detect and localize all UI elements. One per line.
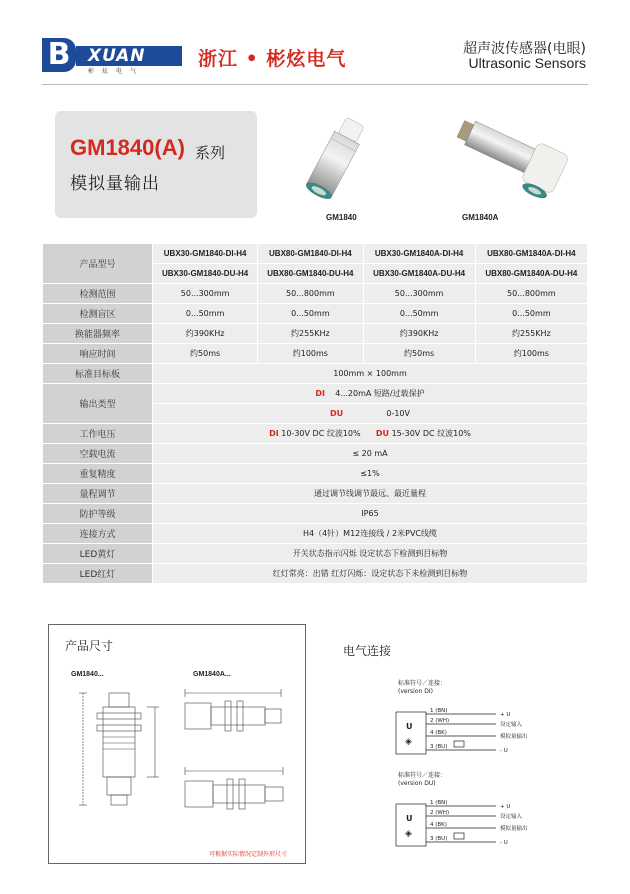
row-label: 标准目标板	[43, 364, 153, 384]
wiring-diagram-di	[388, 680, 578, 770]
wiring-symbol: U	[406, 722, 413, 731]
pin-label: 3 (BU)	[430, 744, 448, 750]
output-du-tag: DU	[329, 409, 344, 418]
dimensions-note: 可根据实际情况定制外形尺寸	[209, 851, 288, 858]
table-row	[43, 424, 588, 444]
signal-label: 设定输入	[500, 814, 523, 820]
row-label: 检测范围	[43, 284, 153, 304]
pin-label: 2 (WH)	[430, 718, 450, 724]
pin-label: 3 (BU)	[430, 836, 448, 842]
table-row	[43, 364, 588, 384]
value-cell: 0...50mm	[258, 304, 363, 324]
value-cell: 50...800mm	[475, 284, 587, 304]
row-label: LED黄灯	[43, 544, 153, 564]
pin-label: 1 (BN)	[430, 708, 448, 714]
wiring-header	[398, 680, 446, 696]
voltage-cell	[153, 424, 588, 444]
row-label: LED红灯	[43, 564, 153, 584]
row-label-model: 产品型号	[43, 244, 153, 284]
row-label: 检测盲区	[43, 304, 153, 324]
logo-b-mark: B	[42, 38, 76, 72]
dimension-label-gm1840: GM1840...	[71, 671, 104, 678]
table-row	[43, 544, 588, 564]
pin-label: 2 (WH)	[430, 810, 450, 816]
table-row	[43, 464, 588, 484]
value-cell: 约50ms	[153, 344, 258, 364]
wiring-diagram-du	[388, 772, 578, 862]
product-label-gm1840a: GM1840A	[462, 213, 499, 222]
output-du-value: 0-10V	[386, 409, 410, 418]
output-di-cell	[153, 384, 588, 404]
category-title-en: Ultrasonic Sensors	[468, 55, 586, 71]
category-title-cn: 超声波传感器(电眼)	[463, 41, 586, 57]
table-row	[43, 504, 588, 524]
model-cell: UBX30-GM1840A-DI-H4	[363, 244, 475, 264]
voltage-du-value: 15-30V DC 纹波10%	[391, 429, 471, 438]
logo-subtitle: 彬炫电气	[88, 68, 145, 75]
model-cell: UBX30-GM1840-DU-H4	[153, 264, 258, 284]
model-cell: UBX80-GM1840-DU-H4	[258, 264, 363, 284]
model-cell: UBX80-GM1840A-DI-H4	[475, 244, 587, 264]
row-label: 响应时间	[43, 344, 153, 364]
row-label: 防护等级	[43, 504, 153, 524]
dimension-label-gm1840a: GM1840A...	[193, 671, 231, 678]
row-label: 换能器频率	[43, 324, 153, 344]
table-row	[43, 564, 588, 584]
value-cell: 50...300mm	[153, 284, 258, 304]
value-cell: 0...50mm	[363, 304, 475, 324]
value-cell: 约255KHz	[475, 324, 587, 344]
signal-label: 设定输入	[500, 722, 523, 728]
dimension-drawing-gm1840a	[179, 685, 299, 835]
logo-text: XUAN	[88, 46, 146, 66]
product-image-gm1840a	[440, 118, 570, 222]
value-cell: 红灯常亮：出错 红灯闪烁：设定状态下未检测到目标物	[153, 564, 588, 584]
wiring-header-line1: 标准符号／连接：	[398, 680, 447, 687]
table-row	[43, 324, 588, 344]
row-label: 输出类型	[43, 384, 153, 424]
product-image-gm1840	[302, 118, 412, 222]
table-row	[43, 444, 588, 464]
dimension-drawing-gm1840	[67, 685, 167, 815]
table-row	[43, 524, 588, 544]
row-label: 空载电流	[43, 444, 153, 464]
wiring-header-line2: (version DI)	[398, 688, 433, 695]
value-cell: ≤1%	[153, 464, 588, 484]
value-cell: H4（4针）M12连接线 / 2米PVC线缆	[153, 524, 588, 544]
value-cell: 约255KHz	[258, 324, 363, 344]
signal-label: 模拟量输出	[500, 826, 528, 832]
table-row	[43, 304, 588, 324]
signal-label: - U	[500, 840, 508, 846]
value-cell: 50...300mm	[363, 284, 475, 304]
value-cell: 约390KHz	[363, 324, 475, 344]
output-du-cell	[153, 404, 588, 424]
value-cell: 约100ms	[258, 344, 363, 364]
table-row	[43, 384, 588, 404]
series-output-type: 模拟量输出	[70, 174, 160, 194]
signal-label: + U	[500, 712, 511, 718]
value-cell: 50...800mm	[258, 284, 363, 304]
signal-label: + U	[500, 804, 511, 810]
dimensions-title: 产品尺寸	[65, 639, 114, 653]
wiring-header-line2: (version DU)	[398, 780, 436, 787]
value-cell: 0...50mm	[475, 304, 587, 324]
output-di-value: 4...20mA 短路/过载保护	[335, 389, 425, 398]
voltage-di-tag: DI	[269, 429, 279, 438]
voltage-du-tag: DU	[375, 429, 390, 438]
pin-label: 4 (BK)	[430, 730, 447, 736]
value-cell: 约50ms	[363, 344, 475, 364]
company-name: 浙江 • 彬炫电气	[198, 48, 347, 70]
electrical-title: 电气连接	[343, 644, 392, 658]
header-divider	[42, 84, 588, 85]
value-cell: 开关状态指示闪烁 设定状态下检测到目标物	[153, 544, 588, 564]
table-row	[43, 284, 588, 304]
voltage-di-value: 10-30V DC 纹波10%	[281, 429, 361, 438]
series-suffix: 系列	[195, 144, 226, 162]
product-label-gm1840: GM1840	[326, 213, 357, 222]
table-row	[43, 344, 588, 364]
value-cell: 通过调节线调节最远、最近量程	[153, 484, 588, 504]
row-label: 连接方式	[43, 524, 153, 544]
row-label: 工作电压	[43, 424, 153, 444]
value-cell: 0...50mm	[153, 304, 258, 324]
value-cell: ≤ 20 mA	[153, 444, 588, 464]
signal-label: - U	[500, 748, 508, 754]
model-cell: UBX30-GM1840-DI-H4	[153, 244, 258, 264]
pin-label: 1 (BN)	[430, 800, 448, 806]
wiring-header	[398, 772, 446, 788]
value-cell: IP65	[153, 504, 588, 524]
table-row	[43, 484, 588, 504]
output-di-tag: DI	[315, 389, 326, 398]
wiring-symbol: U	[406, 814, 413, 823]
value-cell: 约100ms	[475, 344, 587, 364]
model-cell: UBX80-GM1840-DI-H4	[258, 244, 363, 264]
wiring-diamond-icon: ◈	[405, 829, 412, 839]
page-header	[0, 0, 630, 90]
model-cell: UBX80-GM1840A-DU-H4	[475, 264, 587, 284]
dimensions-panel	[48, 624, 306, 864]
value-cell: 100mm × 100mm	[153, 364, 588, 384]
model-cell: UBX30-GM1840A-DU-H4	[363, 264, 475, 284]
signal-label: 模拟量输出	[500, 734, 528, 740]
spec-table	[42, 243, 588, 584]
pin-label: 4 (BK)	[430, 822, 447, 828]
company-logo	[42, 38, 184, 78]
row-label: 重复精度	[43, 464, 153, 484]
value-cell: 约390KHz	[153, 324, 258, 344]
wiring-diamond-icon: ◈	[405, 737, 412, 747]
series-model: GM1840(A)	[70, 135, 185, 160]
series-card	[55, 111, 257, 218]
table-row	[43, 244, 588, 264]
wiring-header-line1: 标准符号／连接：	[398, 772, 447, 779]
row-label: 量程调节	[43, 484, 153, 504]
